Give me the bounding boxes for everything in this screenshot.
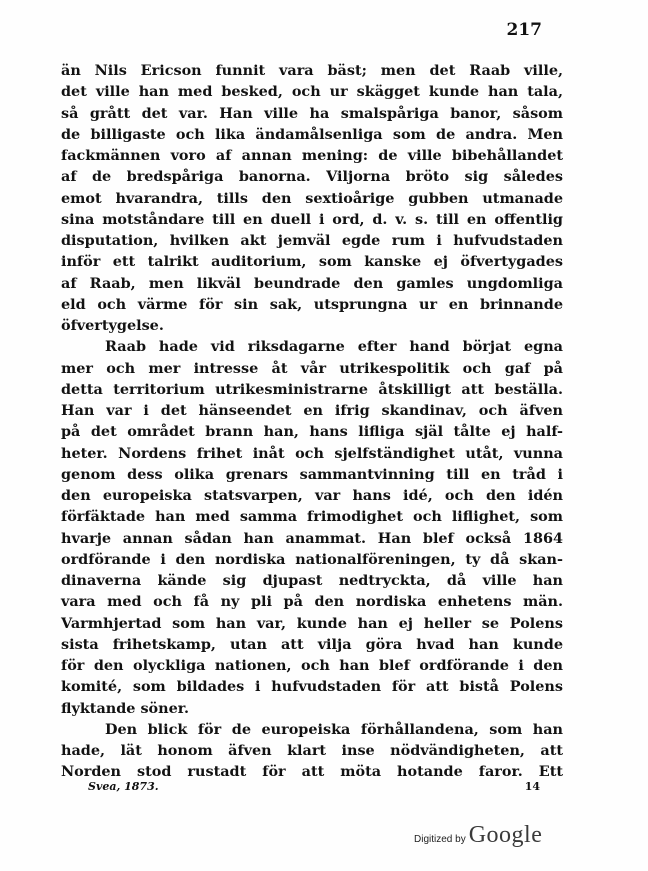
text-line: detta territorium utrikesministrarne åtskilligt att beställa. [61,380,563,398]
text-line: komité, som bildades i hufvudstaden för att bistå Polens [61,678,563,696]
text-line: förfäktade han med samma frimodighet och liflighet, som [61,508,563,526]
text-line: Han var i det hänseendet en ifrig skandinav, och äfven [61,402,563,419]
watermark-brand: Google [468,822,543,848]
text-line: inför ett talrikt auditorium, som kanske ej öfvertygades [61,253,563,271]
text-line: på det området brann han, hans lifliga själ tålte ej half- [61,423,563,441]
sheet-number: 14 [524,780,540,793]
text-line: Norden stod rustadt för att möta hotande faror. Ett [61,763,563,781]
text-line: Varmhjertad som han var, kunde han ej heller se Polens [61,614,563,632]
text-line: hvarje annan sådan han anammat. Han blef också 1864 [61,529,563,547]
printer-signature: Svea, 1873. [88,780,159,793]
page-number: 217 [506,20,542,40]
text-line: den europeiska statsvarpen, var hans idé, och den idén [61,487,563,504]
text-line: vara med och få ny pli på den nordiska enhetens män. [61,593,563,611]
text-line: af Raab, men likväl beundrade den gamles ungdomliga [61,274,563,292]
text-line: ordförande i den nordiska nationalföreningen, ty då skan- [61,550,563,568]
text-line: mer och mer intresse åt vår utrikespolitik och gaf på [61,359,563,377]
text-line: öfvertygelse. [61,317,164,334]
text-line: sista frihetskamp, utan att vilja göra hvad han kunde [61,635,563,653]
text-line: än Nils Ericson funnit vara bäst; men det Raab ville, [61,62,563,79]
text-line: flyktande söner. [61,699,190,717]
text-line: disputation, hvilken akt jemväl egde rum i hufvudstaden [61,232,563,249]
text-line: dinaverna kände sig djupast nedtryckta, då ville han [61,572,563,589]
text-line: eld och värme för sin sak, utsprungna ur en brinnande [61,295,563,313]
text-line: Raab hade vid riksdagarne efter hand börjat egna [105,338,563,356]
text-line: af de bredspåriga banorna. Viljorna bröto sig således [61,168,563,186]
text-line: Den blick för de europeiska förhållandena, som han [105,720,563,738]
text-line: fackmännen voro af annan mening: de ville bibehållandet [61,147,563,164]
watermark-prefix: Digitized by [414,834,466,845]
text-line: sina motståndare till en duell i ord, d. v. s. till en offentlig [61,210,563,228]
text-line: för den olyckliga nationen, och han blef ordförande i den [61,657,563,674]
text-line: hade, lät honom äfven klart inse nödvändigheten, att [61,742,563,759]
text-line: heter. Nordens frihet inåt och sjelfständighet utåt, vunna [61,444,563,462]
body-text [61,60,563,783]
text-line: så grått det var. Han ville ha smalspåriga banor, såsom [61,104,563,122]
text-line: emot hvarandra, tills den sextioårige gubben utmanade [61,189,563,207]
text-line: de billigaste och lika ändamålsenliga som de andra. Men [61,125,563,143]
text-line: det ville han med besked, och ur skägget kunde han tala, [61,83,563,101]
text-line: genom dess olika grenars sammantvinning till en tråd i [61,465,563,483]
digitized-by-watermark [414,822,542,849]
